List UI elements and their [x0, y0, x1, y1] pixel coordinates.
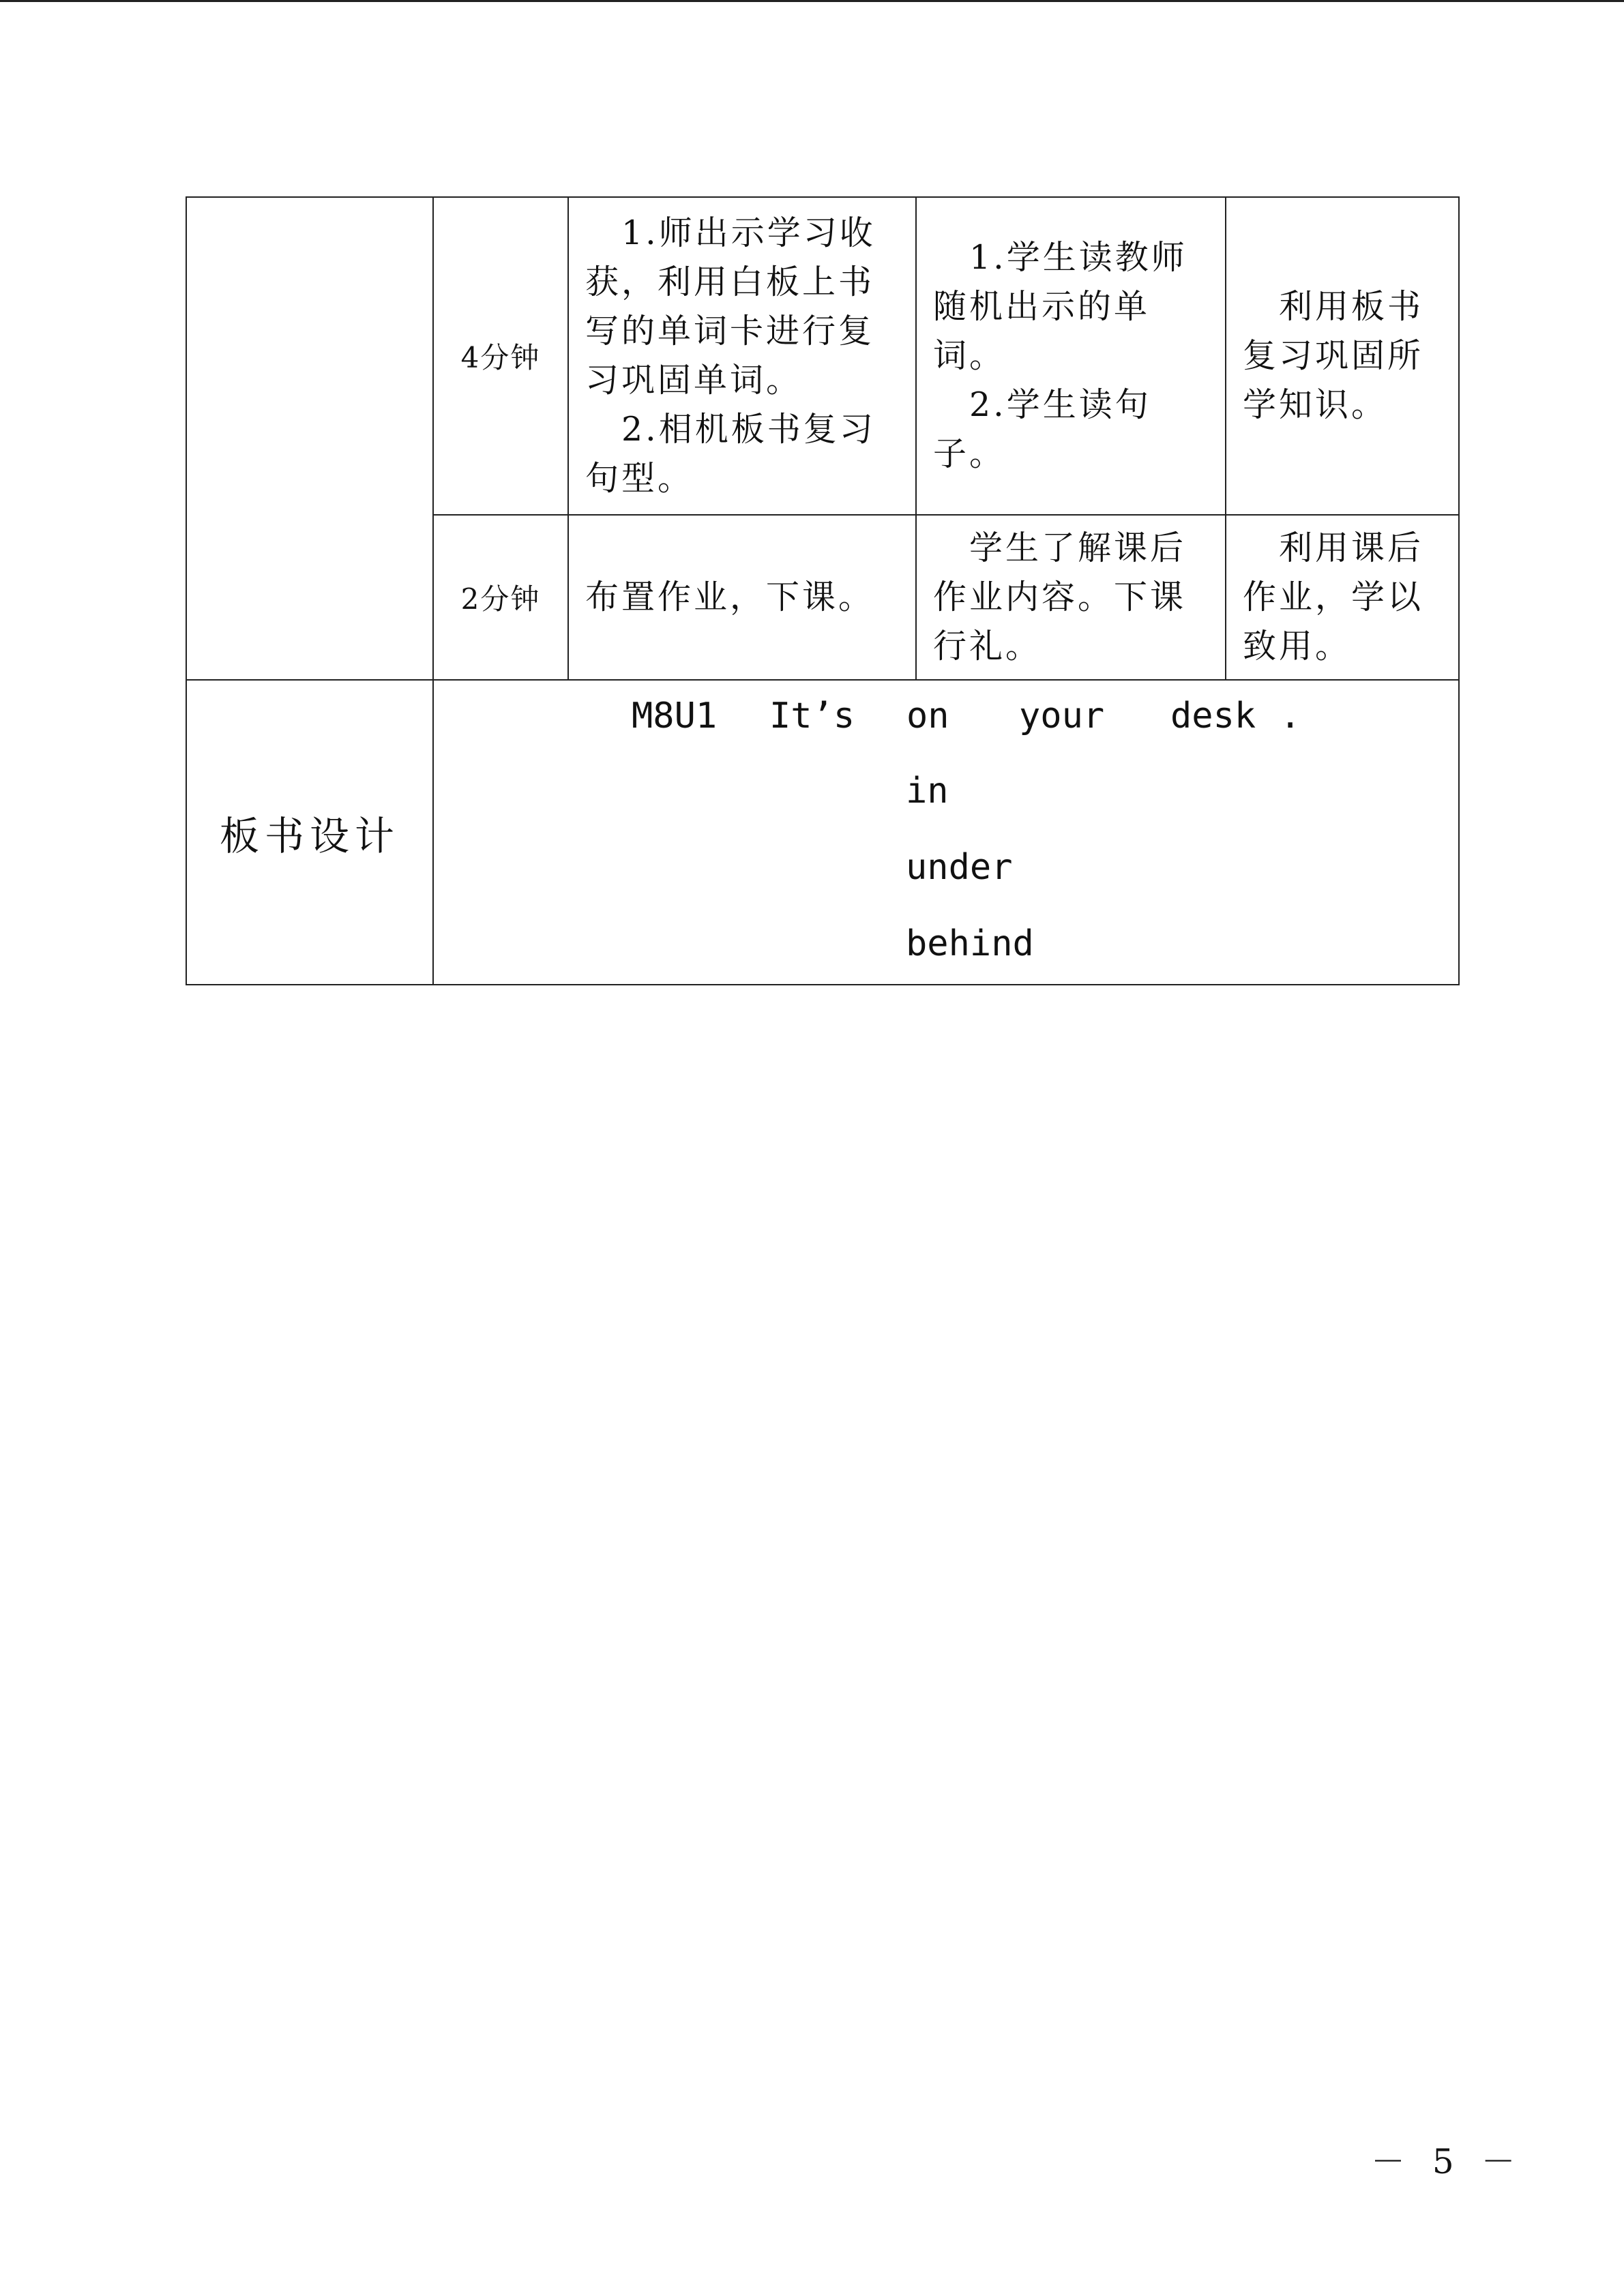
- design-purpose-text: 利用课后作业，学以致用。: [1243, 528, 1424, 666]
- design-purpose-text: 利用板书复习巩固所学知识。: [1243, 287, 1424, 424]
- lesson-plan-table: [186, 196, 1460, 985]
- time-cell: 2分钟: [433, 515, 568, 680]
- student-activity-cell: [916, 515, 1226, 680]
- time-cell: 4分钟: [433, 197, 568, 515]
- board-word: It’s: [769, 696, 855, 736]
- teacher-activity-text: 布置作业，下课。: [585, 578, 875, 616]
- board-word: desk: [1170, 696, 1256, 736]
- board-design-label: 板书设计: [186, 680, 433, 985]
- board-word: .: [1280, 696, 1301, 736]
- teacher-activity-cell: [568, 515, 916, 680]
- empty-stage-cell: [186, 197, 433, 680]
- student-activity-cell: [916, 197, 1226, 515]
- board-title: M8U1: [632, 696, 718, 736]
- board-word: your: [1019, 696, 1105, 736]
- board-alternative-word: under: [906, 847, 1013, 888]
- board-word: on: [906, 696, 949, 736]
- student-activity-text: 1.学生读教师随机出示的单词。 2.学生读句子。: [933, 238, 1187, 473]
- board-alternative-word: in: [906, 771, 949, 811]
- board-alternative-word: behind: [906, 923, 1034, 964]
- design-purpose-cell: [1226, 197, 1459, 515]
- teacher-activity-text: 1.师出示学习收获，利用白板上书写的单词卡进行复习巩固单词。 2.相机板书复习句型。: [585, 213, 876, 498]
- teacher-activity-cell: [568, 197, 916, 515]
- board-design-area: [434, 681, 1458, 984]
- board-design-content: [433, 680, 1459, 985]
- student-activity-text: 学生了解课后作业内容。下课行礼。: [933, 528, 1187, 666]
- table-row: [186, 197, 1459, 515]
- top-border-line: [0, 0, 1624, 2]
- table-row: [186, 680, 1459, 985]
- page-number: － 5 －: [1371, 2142, 1524, 2181]
- design-purpose-cell: [1226, 515, 1459, 680]
